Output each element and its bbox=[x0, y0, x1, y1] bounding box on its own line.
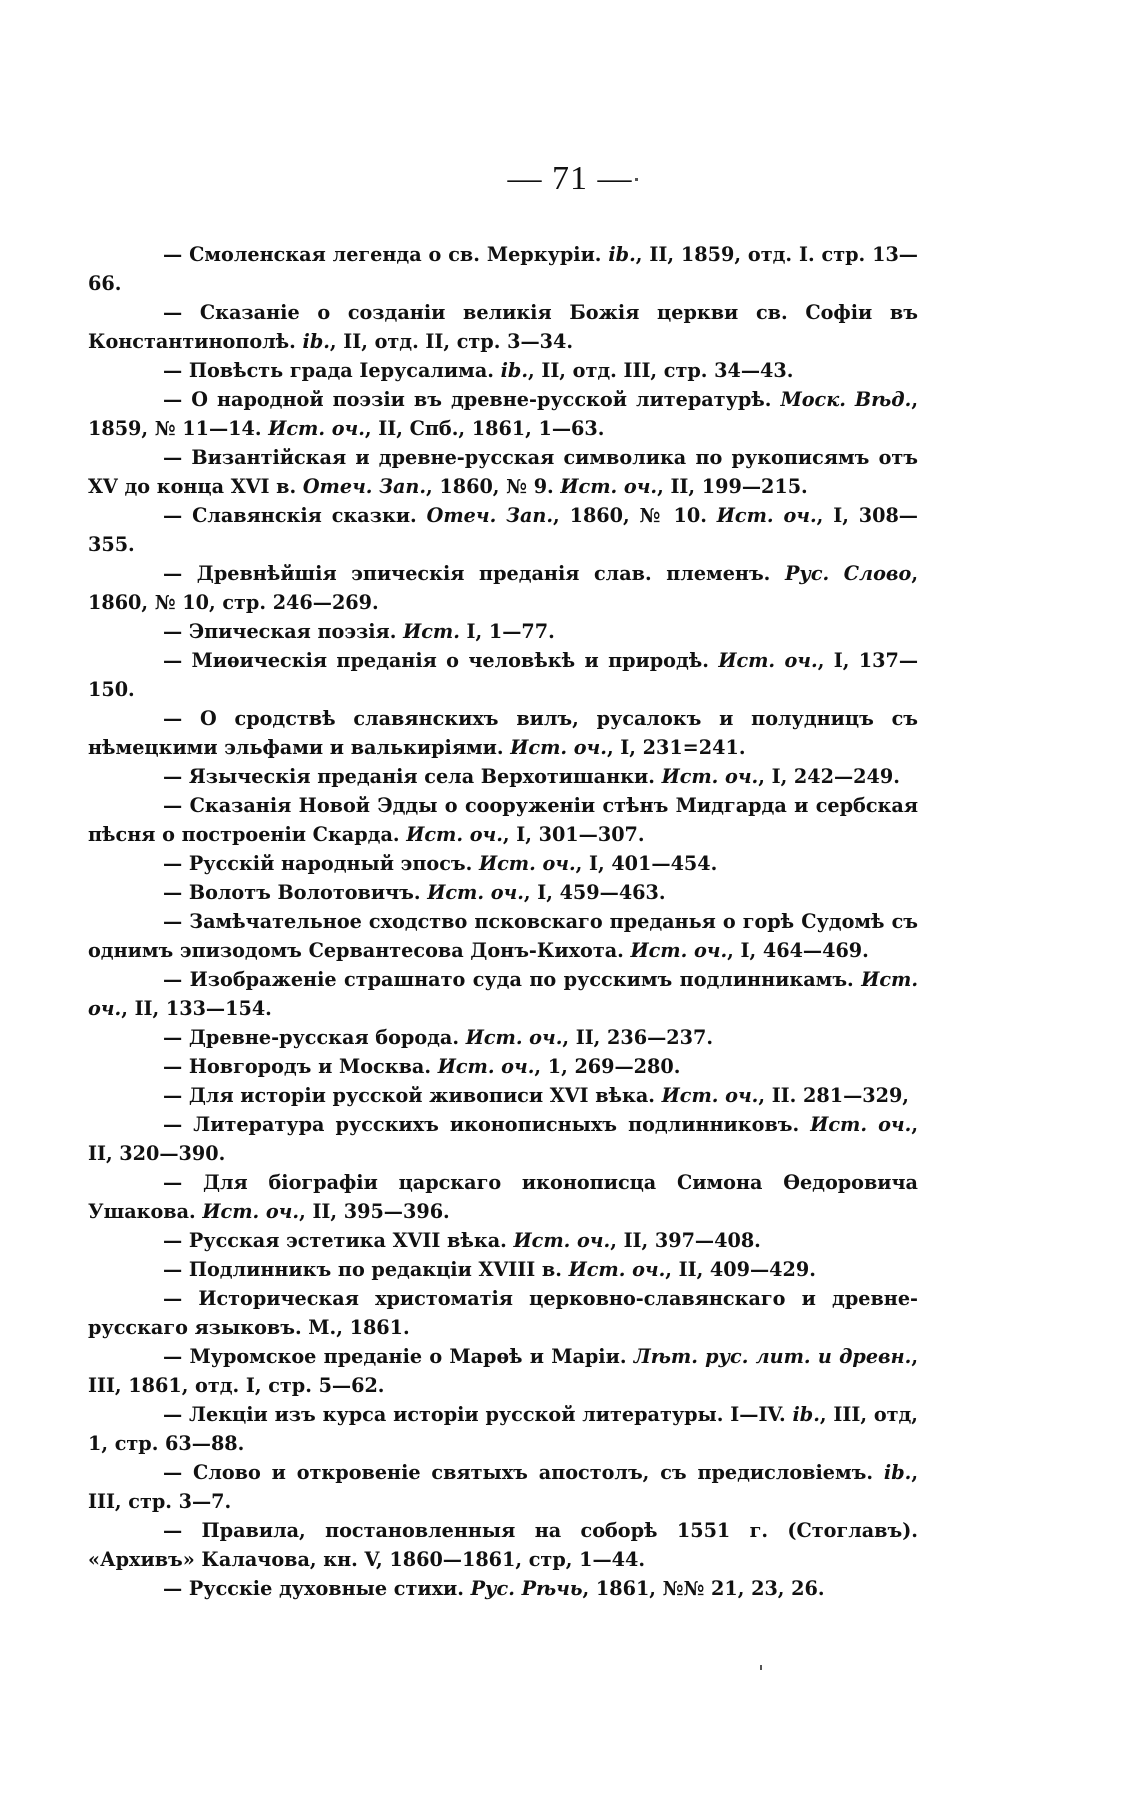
list-item: — Древнѣйшія эпическія преданія слав. племенъ. Рус. Слово, 1860, № 10, стр. 246—269. bbox=[88, 562, 918, 614]
list-item: — Славянскія сказки. Отеч. Зап., 1860, № 10. Ист. оч., I, 308—355. bbox=[88, 504, 918, 556]
list-item: — Муромское преданіе о Марѳѣ и Маріи. Лѣт. рус. лит. и древн., III, 1861, отд. I, стр. 5—62. bbox=[88, 1345, 919, 1397]
list-item: — Историческая христоматія церковно-славянскаго и древне-русскаго языковъ. М., 1861. bbox=[88, 1287, 918, 1339]
list-item: — Эпическая поэзія. Ист. I, 1—77. bbox=[163, 620, 555, 643]
list-item: — Подлинникъ по редакціи XVIII в. Ист. оч., II, 409—429. bbox=[163, 1258, 816, 1281]
list-item: — Повѣсть града Іерусалима. ib., II, отд. III, стр. 34—43. bbox=[163, 359, 794, 382]
speck-mark bbox=[760, 1665, 762, 1670]
list-item: — Слово и откровеніе святыхъ апостолъ, съ предисловіемъ. ib., III, стр. 3—7. bbox=[88, 1461, 918, 1513]
list-item: — Русская эстетика XVII вѣка. Ист. оч., II, 397—408. bbox=[163, 1229, 761, 1252]
list-item: — Древне-русская борода. Ист. оч., II, 236—237. bbox=[163, 1026, 714, 1049]
list-item: — О народной поэзіи въ древне-русской литературѣ. Моск. Вѣд., 1859, № 11—14. Ист. оч., II, Спб., 1861, 1—63. bbox=[88, 388, 919, 440]
list-item: — Языческія преданія села Верхотишанки. Ист. оч., I, 242—249. bbox=[163, 765, 900, 788]
list-item: — Замѣчательное сходство псковскаго преданья о горѣ Судомѣ съ однимъ эпизодомъ Сервантесова Донъ-Кихота. Ист. оч., I, 464—469. bbox=[88, 910, 918, 962]
bibliography-list bbox=[88, 240, 918, 1603]
list-item: — Миѳическія преданія о человѣкѣ и природѣ. Ист. оч., I, 137—150. bbox=[88, 649, 919, 701]
speck-mark bbox=[635, 178, 638, 181]
list-item: — Сказаніе о созданіи великія Божія церкви св. Софіи въ Константинополѣ. ib., II, отд. II, стр. 3—34. bbox=[88, 301, 918, 353]
page-number: — 71 — bbox=[507, 160, 633, 197]
list-item: — Сказанія Новой Эдды о сооруженіи стѣнъ Мидгарда и сербская пѣсня о построеніи Скарда. Ист. оч., I, 301—307. bbox=[88, 794, 918, 846]
list-item: — Русскіе духовные стихи. Рус. Рѣчь, 1861, №№ 21, 23, 26. bbox=[163, 1577, 825, 1600]
list-item: — Смоленская легенда о св. Меркуріи. ib., II, 1859, отд. I. стр. 13—66. bbox=[88, 243, 918, 295]
list-item: — Правила, постановленныя на соборѣ 1551 г. (Стоглавъ). «Архивъ» Калачова, кн. V, 1860—1861, стр, 1—44. bbox=[88, 1519, 918, 1571]
list-item: — Для исторіи русской живописи XVI вѣка. Ист. оч., II. 281—329, bbox=[163, 1084, 909, 1107]
list-item: — Лекціи изъ курса исторіи русской литературы. I—IV. ib., III, отд, 1, стр. 63—88. bbox=[88, 1403, 918, 1455]
list-item: — Изображеніе страшнато суда по русскимъ подлинникамъ. Ист. оч., II, 133—154. bbox=[88, 968, 918, 1020]
list-item: — Для біографіи царскаго иконописца Симона Ѳедоровича Ушакова. Ист. оч., II, 395—396. bbox=[88, 1171, 918, 1223]
list-item: — Русскій народный эпосъ. Ист. оч., I, 401—454. bbox=[163, 852, 718, 875]
list-item: — Литература русскихъ иконописныхъ подлинниковъ. Ист. оч., II, 320—390. bbox=[88, 1113, 918, 1165]
list-item: — Волотъ Волотовичъ. Ист. оч., I, 459—463. bbox=[163, 881, 666, 904]
list-item: — Новгородъ и Москва. Ист. оч., 1, 269—280. bbox=[163, 1055, 681, 1078]
list-item: — Византійская и древне-русская символика по рукописямъ отъ XV до конца XVI в. Отеч. Зап., 1860, № 9. Ист. оч., II, 199—215. bbox=[88, 446, 918, 498]
list-item: — О сродствѣ славянскихъ вилъ, русалокъ и полудницъ съ нѣмецкими эльфами и валькиріями. Ист. оч., I, 231=241. bbox=[88, 707, 918, 759]
